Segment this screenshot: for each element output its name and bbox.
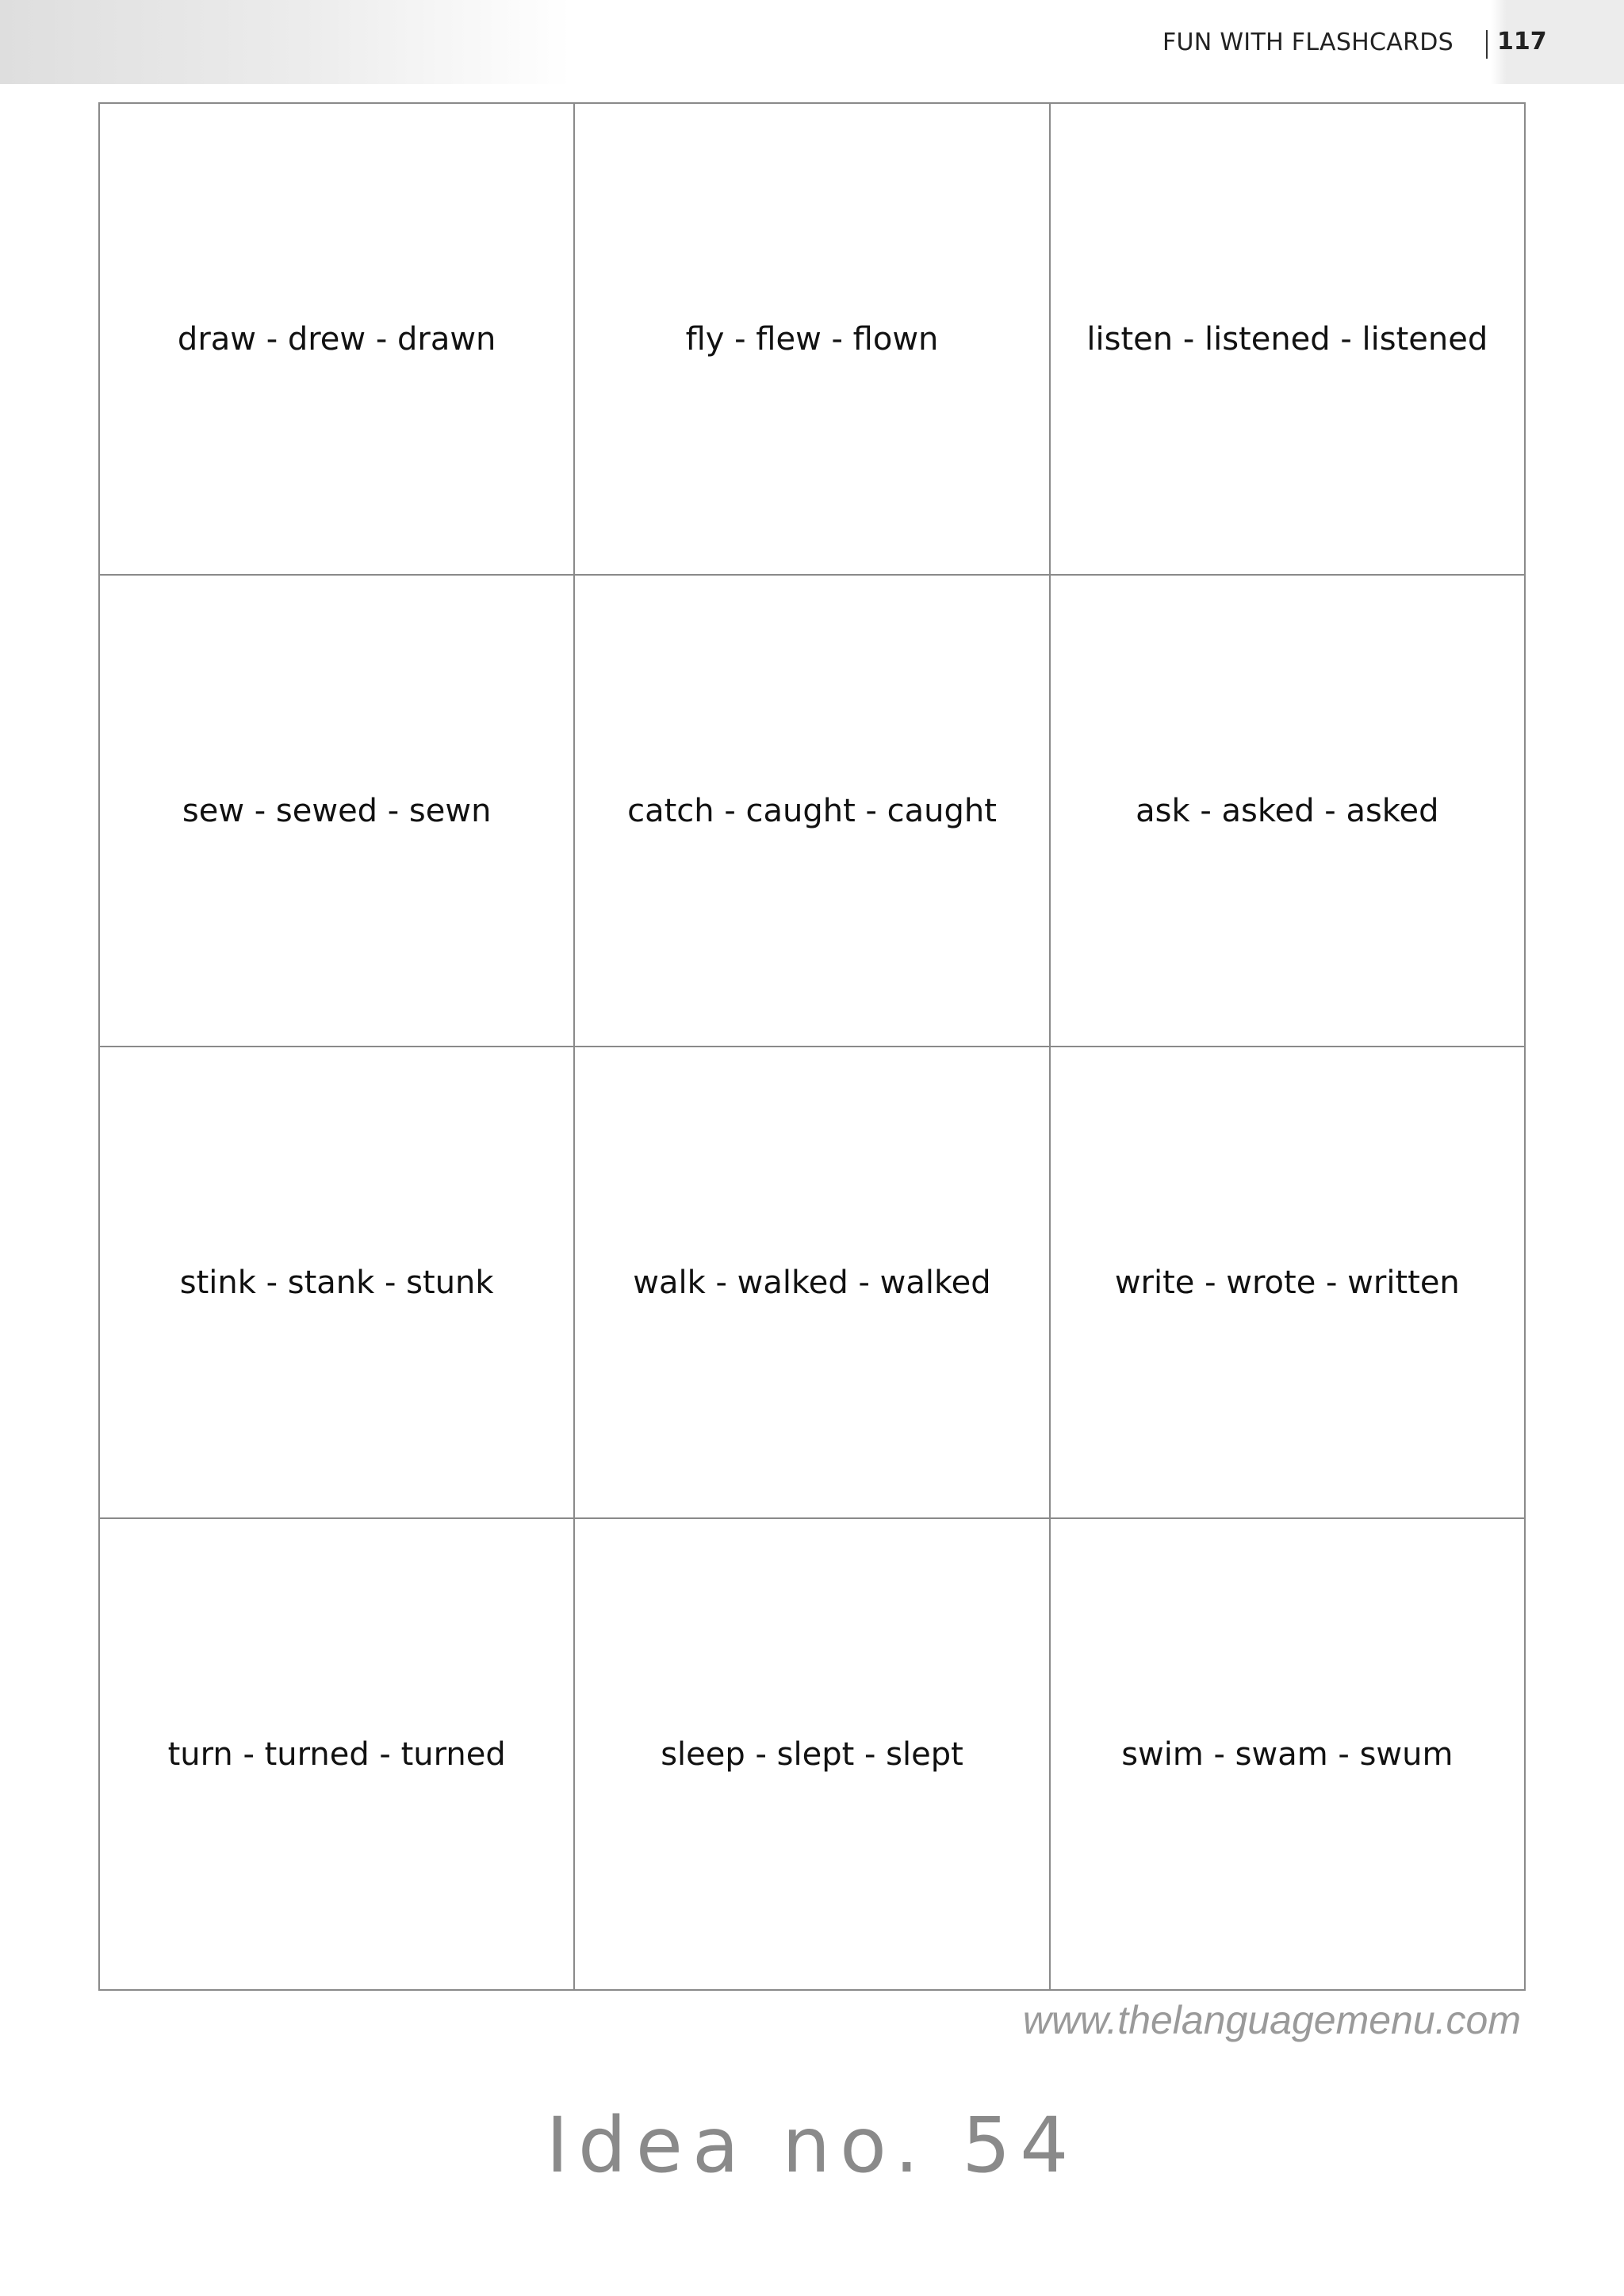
flashcard (100, 1047, 575, 1519)
flashcard-text: fly - flew - flown (685, 320, 939, 358)
flashcard-text: draw - drew - drawn (177, 320, 496, 358)
flashcard-text: stink - stank - stunk (179, 1264, 494, 1301)
flashcard (575, 1047, 1050, 1519)
flashcard (1051, 1047, 1526, 1519)
flashcard-text: catch - caught - caught (627, 792, 997, 829)
flashcard-text: sleep - slept - slept (661, 1735, 963, 1773)
flashcard-text: walk - walked - walked (633, 1264, 991, 1301)
flashcard (1051, 1519, 1526, 1991)
flashcard-text: ask - asked - asked (1136, 792, 1439, 829)
flashcard-text: write - wrote - written (1114, 1264, 1460, 1301)
flashcard (575, 576, 1050, 1047)
flashcard-text: turn - turned - turned (167, 1735, 506, 1773)
page-number: 117 (1497, 28, 1547, 55)
flashcard (1051, 104, 1526, 576)
website-url: www.thelanguagemenu.com (1022, 1998, 1521, 2042)
flashcard (100, 576, 575, 1047)
flashcard-text: swim - swam - swum (1121, 1735, 1454, 1773)
flashcard (100, 104, 575, 576)
flashcard-grid (98, 102, 1526, 1991)
flashcard-text: sew - sewed - sewn (182, 792, 492, 829)
flashcard (1051, 576, 1526, 1047)
flashcard (100, 1519, 575, 1991)
header-title: FUN WITH FLASHCARDS (1162, 29, 1454, 56)
flashcard-text: listen - listened - listened (1086, 320, 1488, 358)
idea-title: Idea no. 54 (546, 2101, 1078, 2190)
flashcard (575, 1519, 1050, 1991)
header-separator (1486, 30, 1488, 59)
flashcard (575, 104, 1050, 576)
